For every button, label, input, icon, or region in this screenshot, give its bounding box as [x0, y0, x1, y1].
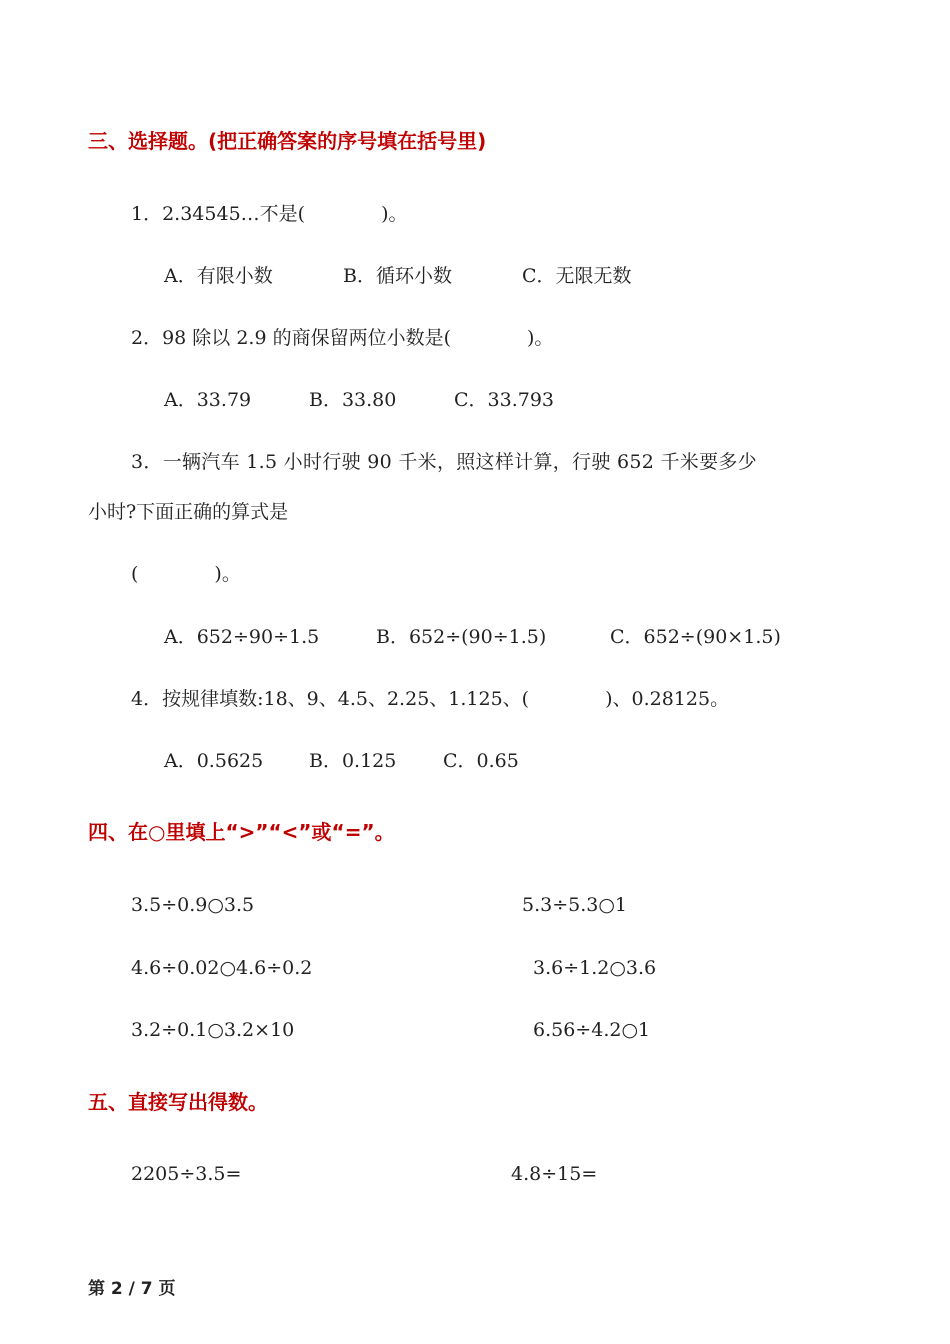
q3-option-c: C．652÷(90×1.5) [610, 626, 781, 648]
question-2: 2．98 除以 2.9 的商保留两位小数是( )。 [131, 327, 554, 349]
q2-option-c: C．33.793 [454, 389, 555, 411]
calc-item: 2205÷3.5= [131, 1163, 242, 1185]
compare-item: 3.6÷1.2○3.6 [533, 957, 657, 979]
compare-item: 4.6÷0.02○4.6÷0.2 [131, 957, 313, 979]
q4-option-b: B．0.125 [309, 750, 397, 772]
q1-option-c: C．无限无数 [522, 265, 632, 287]
question-1: 1．2.34545…不是( )。 [131, 203, 408, 225]
compare-item: 5.3÷5.3○1 [522, 894, 628, 916]
compare-item: 3.5÷0.9○3.5 [131, 894, 255, 916]
question-3-line-3: ( )。 [131, 563, 241, 585]
compare-item: 3.2÷0.1○3.2×10 [131, 1019, 295, 1041]
question-4: 4．按规律填数:18、9、4.5、2.25、1.125、( )、0.28125。 [131, 688, 730, 710]
compare-item: 6.56÷4.2○1 [533, 1019, 651, 1041]
q4-option-c: C．0.65 [443, 750, 519, 772]
q2-option-a: A．33.79 [164, 389, 252, 411]
q1-option-b: B．循环小数 [343, 265, 452, 287]
section-3-heading: 三、选择题。(把正确答案的序号填在括号里) [88, 129, 487, 153]
section-5-heading: 五、直接写出得数。 [88, 1090, 268, 1114]
section-4-heading: 四、在○里填上“>”“<”或“=”。 [88, 820, 395, 844]
calc-item: 4.8÷15= [511, 1163, 598, 1185]
page-number: 第 2 / 7 页 [88, 1279, 176, 1299]
question-3-line-1: 3．一辆汽车 1.5 小时行驶 90 千米，照这样计算，行驶 652 千米要多少 [131, 451, 757, 473]
q3-option-b: B．652÷(90÷1.5) [376, 626, 547, 648]
q2-option-b: B．33.80 [309, 389, 397, 411]
q4-option-a: A．0.5625 [164, 750, 264, 772]
question-3-line-2: 小时?下面正确的算式是 [88, 501, 289, 523]
q1-option-a: A．有限小数 [164, 265, 273, 287]
q3-option-a: A．652÷90÷1.5 [164, 626, 320, 648]
